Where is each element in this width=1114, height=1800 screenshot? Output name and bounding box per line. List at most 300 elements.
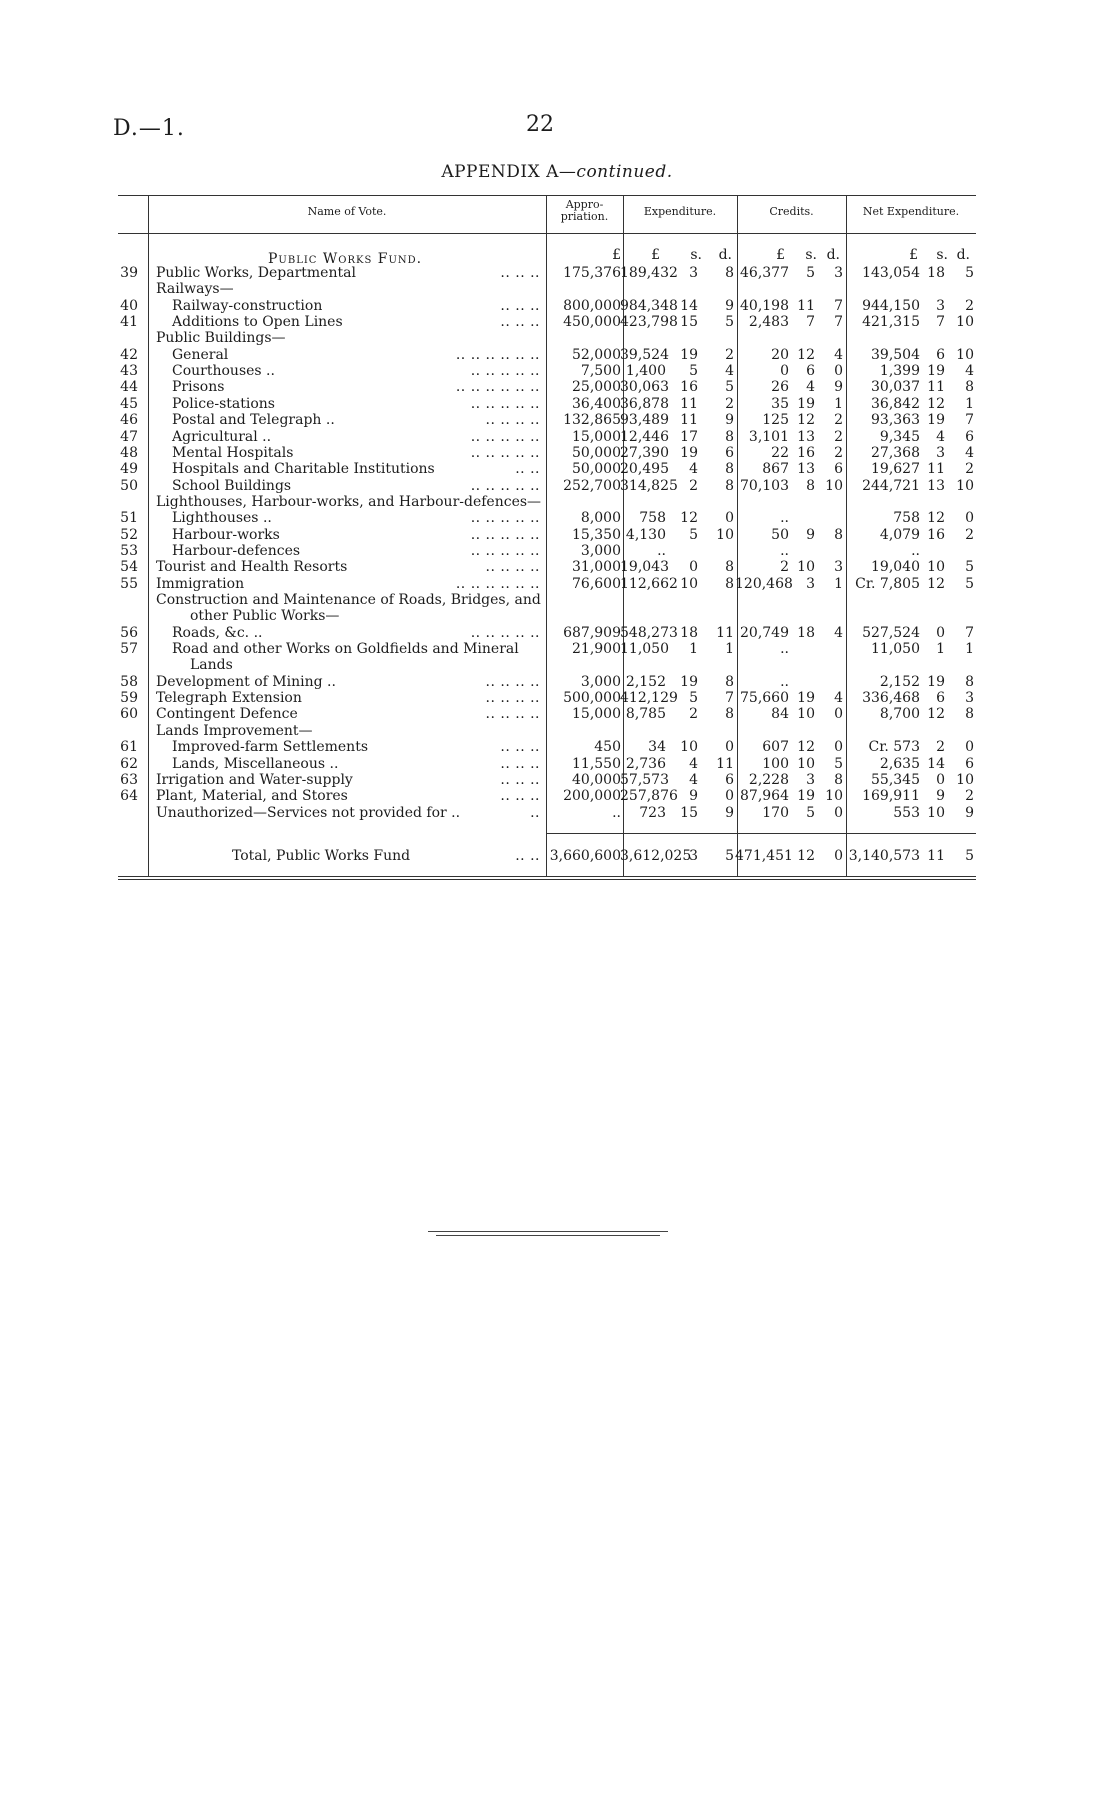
row-number: 48	[120, 445, 138, 461]
dot-leaders: .. .. ..	[500, 739, 540, 755]
appendix-title-continued: continued.	[576, 162, 673, 182]
row-cred-pounds: 3,101	[748, 429, 789, 445]
vote-name: other Public Works—	[190, 608, 340, 624]
row-cred-shillings: 8	[806, 478, 815, 494]
dot-leaders: .. .. .. .. ..	[470, 510, 540, 526]
row-exp-pounds: 36,878	[620, 396, 669, 412]
row-exp-pounds: 19,043	[620, 559, 669, 575]
row-exp-shillings: 5	[689, 527, 698, 543]
row-number: 43	[120, 363, 138, 379]
row-exp-pounds: 93,489	[620, 412, 669, 428]
row-cred-pounds: 70,103	[740, 478, 789, 494]
row-exp-shillings: 4	[689, 461, 698, 477]
row-cred-pence: 0	[834, 739, 843, 755]
row-cred-pence: 8	[834, 527, 843, 543]
row-net-pounds: 2,152	[879, 674, 920, 690]
appropriation-value: 21,900	[572, 641, 621, 657]
row-net-pounds: 4,079	[879, 527, 920, 543]
row-cred-pence: 8	[834, 772, 843, 788]
dot-leaders: ..	[530, 805, 540, 821]
row-exp-pence: 9	[725, 805, 734, 821]
row-net-pence: 2	[965, 461, 974, 477]
row-net-pence: 8	[965, 674, 974, 690]
row-net-pounds: 758	[893, 510, 920, 526]
row-exp-pounds: 8,785	[625, 706, 666, 722]
row-number: 51	[120, 510, 138, 526]
row-exp-pence: 8	[725, 478, 734, 494]
row-cred-shillings: 13	[797, 429, 815, 445]
vote-name: Road and other Works on Goldfields and Mineral	[172, 641, 519, 657]
vote-name: Development of Mining ..	[156, 674, 336, 690]
appropriation-value: 15,000	[572, 706, 621, 722]
row-net-pence: 8	[965, 706, 974, 722]
dot-leaders: .. .. ..	[500, 314, 540, 330]
row-number: 49	[120, 461, 138, 477]
row-net-pence: 2	[965, 298, 974, 314]
row-cred-pence: 6	[834, 461, 843, 477]
row-number: 57	[120, 641, 138, 657]
appropriation-value: 40,000	[572, 772, 621, 788]
appropriation-value: 175,376	[563, 265, 621, 281]
column-header-appropriation-1: Appro-	[565, 198, 604, 211]
vote-name: General	[172, 347, 229, 363]
row-cred-pounds: 35	[771, 396, 789, 412]
column-rule-name	[148, 195, 149, 876]
table-bottom-rule	[118, 876, 976, 877]
vote-name: Harbour-works	[172, 527, 280, 543]
row-exp-pence: 11	[716, 756, 734, 772]
row-cred-pounds: 0	[780, 363, 789, 379]
appropriation-value: 76,600	[572, 576, 621, 592]
row-exp-pounds: 257,876	[620, 788, 678, 804]
dot-leaders: .. .. .. .. ..	[470, 396, 540, 412]
unit-shilling-net: s.	[936, 247, 948, 263]
row-exp-shillings: 11	[680, 396, 698, 412]
dot-leaders: .. ..	[515, 461, 540, 477]
row-cred-pounds: ..	[780, 674, 789, 690]
row-cred-pence: 10	[825, 788, 843, 804]
appropriation-value: 7,500	[580, 363, 621, 379]
total-net-pence: 5	[965, 848, 974, 864]
row-net-pence: 10	[956, 314, 974, 330]
dot-leaders: .. .. .. .. ..	[470, 625, 540, 641]
row-cred-pence: 2	[834, 445, 843, 461]
dot-leaders: .. .. .. .. ..	[470, 445, 540, 461]
row-exp-shillings: 4	[689, 772, 698, 788]
row-net-shillings: 1	[936, 641, 945, 657]
row-number: 59	[120, 690, 138, 706]
row-exp-pounds: ..	[657, 543, 666, 559]
row-net-pence: 6	[965, 756, 974, 772]
row-exp-pounds: 423,798	[620, 314, 678, 330]
row-net-shillings: 0	[936, 625, 945, 641]
row-exp-pence: 11	[716, 625, 734, 641]
row-net-pence: 1	[965, 641, 974, 657]
row-net-pounds: 55,345	[871, 772, 920, 788]
appropriation-value: 132,865	[563, 412, 621, 428]
vote-name: Tourist and Health Resorts	[156, 559, 348, 575]
row-number: 64	[120, 788, 138, 804]
total-exp-shillings: 3	[689, 848, 698, 864]
row-net-pence: 6	[965, 429, 974, 445]
row-net-shillings: 12	[927, 576, 945, 592]
row-exp-pounds: 984,348	[620, 298, 678, 314]
row-net-shillings: 2	[936, 739, 945, 755]
dot-leaders: .. .. .. .. .. ..	[455, 379, 540, 395]
row-net-shillings: 16	[927, 527, 945, 543]
end-rule-2	[436, 1235, 660, 1236]
row-cred-pence: 5	[834, 756, 843, 772]
row-net-pence: 2	[965, 788, 974, 804]
vote-name: School Buildings	[172, 478, 292, 494]
row-cred-shillings: 9	[806, 527, 815, 543]
appropriation-value: 3,000	[580, 674, 621, 690]
row-exp-shillings: 15	[680, 805, 698, 821]
total-exp-pounds: 3,612,025	[620, 848, 692, 864]
row-net-shillings: 7	[936, 314, 945, 330]
row-net-pounds: 11,050	[871, 641, 920, 657]
row-number: 45	[120, 396, 138, 412]
row-number: 50	[120, 478, 138, 494]
unit-pound-net: £	[909, 247, 918, 263]
total-separator-rule	[546, 833, 976, 834]
row-cred-shillings: 10	[797, 756, 815, 772]
total-net-shillings: 11	[927, 848, 945, 864]
appropriation-value: 15,350	[572, 527, 621, 543]
dot-leaders: .. .. ..	[500, 772, 540, 788]
row-cred-pounds: 100	[762, 756, 789, 772]
appendix-title-main: APPENDIX A—	[441, 162, 577, 182]
row-exp-pence: 2	[725, 396, 734, 412]
row-exp-pounds: 2,152	[625, 674, 666, 690]
page-number: 22	[526, 112, 554, 137]
row-exp-shillings: 5	[689, 363, 698, 379]
appropriation-value: 800,000	[563, 298, 621, 314]
row-cred-pounds: 170	[762, 805, 789, 821]
vote-name: Harbour-defences	[172, 543, 301, 559]
row-number: 61	[120, 739, 138, 755]
row-exp-pounds: 2,736	[625, 756, 666, 772]
row-exp-pence: 5	[725, 314, 734, 330]
row-exp-pence: 8	[725, 706, 734, 722]
row-number: 42	[120, 347, 138, 363]
row-net-pence: 3	[965, 690, 974, 706]
row-net-pounds: 244,721	[862, 478, 920, 494]
unit-pence-exp: d.	[718, 247, 732, 263]
row-net-pence: 5	[965, 559, 974, 575]
row-net-pounds: 944,150	[862, 298, 920, 314]
row-exp-pounds: 1,400	[625, 363, 666, 379]
row-number: 44	[120, 379, 138, 395]
appropriation-value: 450	[594, 739, 621, 755]
row-exp-pence: 7	[725, 690, 734, 706]
dot-leaders: .. .. ..	[500, 265, 540, 281]
row-exp-pounds: 314,825	[620, 478, 678, 494]
row-cred-pence: 0	[834, 363, 843, 379]
table-bottom-rule-double	[118, 879, 976, 880]
row-number: 53	[120, 543, 138, 559]
row-net-pounds: 8,700	[879, 706, 920, 722]
row-exp-pounds: 12,446	[620, 429, 669, 445]
total-cred-shillings: 12	[797, 848, 815, 864]
appropriation-value: 450,000	[563, 314, 621, 330]
column-header-name: Name of Vote.	[307, 205, 387, 218]
row-cred-pounds: 867	[762, 461, 789, 477]
row-net-pounds: 93,363	[871, 412, 920, 428]
appendix-title	[0, 162, 1114, 182]
row-cred-shillings: 12	[797, 412, 815, 428]
dot-leaders: .. .. .. ..	[485, 706, 540, 722]
vote-name: Unauthorized—Services not provided for ..	[156, 805, 461, 821]
row-net-shillings: 19	[927, 363, 945, 379]
row-exp-pence: 4	[725, 363, 734, 379]
row-exp-pounds: 34	[648, 739, 666, 755]
vote-name: Plant, Material, and Stores	[156, 788, 348, 804]
row-number: 47	[120, 429, 138, 445]
row-exp-pounds: 4,130	[625, 527, 666, 543]
vote-name: Public Works, Departmental	[156, 265, 356, 281]
row-net-pounds: ..	[911, 543, 920, 559]
row-exp-shillings: 10	[680, 576, 698, 592]
vote-name: Lands Improvement—	[156, 723, 313, 739]
end-rule-1	[428, 1231, 668, 1232]
row-net-pounds: 36,842	[871, 396, 920, 412]
row-cred-shillings: 6	[806, 363, 815, 379]
row-cred-pence: 2	[834, 429, 843, 445]
unit-pound-approp: £	[612, 247, 621, 263]
row-cred-shillings: 18	[797, 625, 815, 641]
row-net-pounds: 9,345	[879, 429, 920, 445]
row-net-shillings: 19	[927, 674, 945, 690]
vote-name: Prisons	[172, 379, 225, 395]
section-title: Public Works Fund.	[268, 251, 423, 267]
row-cred-pounds: 26	[771, 379, 789, 395]
row-exp-shillings: 12	[680, 510, 698, 526]
dot-leaders: .. .. .. .. ..	[470, 429, 540, 445]
total-label: Total, Public Works Fund	[232, 848, 411, 864]
vote-name: Mental Hospitals	[172, 445, 294, 461]
row-cred-shillings: 7	[806, 314, 815, 330]
row-net-pounds: 27,368	[871, 445, 920, 461]
row-cred-shillings: 5	[806, 805, 815, 821]
row-net-pounds: Cr. 7,805	[855, 576, 920, 592]
total-appropriation: 3,660,600	[549, 848, 621, 864]
vote-name: Courthouses ..	[172, 363, 275, 379]
vote-name: Railway-construction	[172, 298, 323, 314]
row-net-pounds: 553	[893, 805, 920, 821]
appropriation-value: 252,700	[563, 478, 621, 494]
row-cred-pence: 7	[834, 298, 843, 314]
row-net-pence: 4	[965, 363, 974, 379]
column-rule-net	[846, 195, 847, 876]
row-net-pence: 8	[965, 379, 974, 395]
row-cred-pounds: 2,228	[748, 772, 789, 788]
row-cred-pence: 1	[834, 396, 843, 412]
row-net-shillings: 10	[927, 559, 945, 575]
dot-leaders: .. .. .. ..	[485, 674, 540, 690]
row-exp-pounds: 723	[639, 805, 666, 821]
dot-leaders: .. .. .. .. ..	[470, 527, 540, 543]
row-net-pence: 7	[965, 412, 974, 428]
row-net-pounds: 39,504	[871, 347, 920, 363]
row-cred-shillings: 10	[797, 559, 815, 575]
row-exp-shillings: 2	[689, 478, 698, 494]
row-exp-pence: 9	[725, 412, 734, 428]
row-exp-pence: 8	[725, 461, 734, 477]
vote-name: Railways—	[156, 281, 234, 297]
row-exp-shillings: 10	[680, 739, 698, 755]
row-number: 62	[120, 756, 138, 772]
row-exp-pence: 0	[725, 739, 734, 755]
row-exp-shillings: 2	[689, 706, 698, 722]
dot-leaders: .. .. .. .. ..	[470, 478, 540, 494]
row-net-pence: 7	[965, 625, 974, 641]
appropriation-value: ..	[612, 805, 621, 821]
vote-name: Postal and Telegraph ..	[172, 412, 335, 428]
row-cred-shillings: 19	[797, 788, 815, 804]
dot-leaders: .. .. ..	[500, 298, 540, 314]
dot-leaders: .. .. .. ..	[485, 412, 540, 428]
row-number: 46	[120, 412, 138, 428]
row-cred-shillings: 5	[806, 265, 815, 281]
row-exp-pence: 8	[725, 429, 734, 445]
row-net-pence: 10	[956, 772, 974, 788]
row-net-pence: 9	[965, 805, 974, 821]
row-net-shillings: 3	[936, 298, 945, 314]
row-exp-pence: 1	[725, 641, 734, 657]
row-cred-shillings: 13	[797, 461, 815, 477]
appropriation-value: 200,000	[563, 788, 621, 804]
row-net-shillings: 14	[927, 756, 945, 772]
row-net-shillings: 6	[936, 690, 945, 706]
row-net-pounds: Cr. 573	[868, 739, 920, 755]
row-cred-shillings: 4	[806, 379, 815, 395]
total-net-pounds: 3,140,573	[848, 848, 920, 864]
unit-pence-net: d.	[956, 247, 970, 263]
row-exp-pounds: 27,390	[620, 445, 669, 461]
row-cred-pounds: 75,660	[740, 690, 789, 706]
vote-name: Lighthouses ..	[172, 510, 272, 526]
row-cred-pence: 4	[834, 347, 843, 363]
row-cred-pounds: 20	[771, 347, 789, 363]
row-number: 54	[120, 559, 138, 575]
appropriation-value: 36,400	[572, 396, 621, 412]
dot-leaders: .. .. .. ..	[485, 690, 540, 706]
row-exp-pounds: 20,495	[620, 461, 669, 477]
row-net-pence: 0	[965, 510, 974, 526]
row-exp-shillings: 19	[680, 445, 698, 461]
row-exp-shillings: 17	[680, 429, 698, 445]
row-net-pounds: 421,315	[862, 314, 920, 330]
unit-shilling-exp: s.	[690, 247, 702, 263]
appropriation-value: 50,000	[572, 445, 621, 461]
row-net-shillings: 11	[927, 461, 945, 477]
row-exp-shillings: 1	[689, 641, 698, 657]
row-cred-shillings: 10	[797, 706, 815, 722]
vote-name: Improved-farm Settlements	[172, 739, 368, 755]
row-cred-pence: 3	[834, 265, 843, 281]
row-cred-pence: 2	[834, 412, 843, 428]
appropriation-value: 500,000	[563, 690, 621, 706]
row-net-shillings: 10	[927, 805, 945, 821]
vote-name: Immigration	[156, 576, 245, 592]
row-net-shillings: 12	[927, 396, 945, 412]
row-cred-pounds: ..	[780, 543, 789, 559]
row-cred-shillings: 12	[797, 739, 815, 755]
row-cred-shillings: 12	[797, 347, 815, 363]
row-net-pounds: 143,054	[862, 265, 920, 281]
row-exp-shillings: 9	[689, 788, 698, 804]
column-header-appropriation-2: priation.	[560, 210, 609, 223]
row-cred-pounds: 125	[762, 412, 789, 428]
row-cred-pence: 0	[834, 706, 843, 722]
row-cred-shillings: 19	[797, 396, 815, 412]
row-net-shillings: 11	[927, 379, 945, 395]
unit-pence-cred: d.	[826, 247, 840, 263]
row-exp-pence: 0	[725, 510, 734, 526]
row-exp-pence: 6	[725, 445, 734, 461]
row-net-shillings: 19	[927, 412, 945, 428]
dot-leaders: .. .. ..	[500, 756, 540, 772]
row-exp-pence: 9	[725, 298, 734, 314]
row-cred-pounds: 84	[771, 706, 789, 722]
vote-name: Lighthouses, Harbour-works, and Harbour-defences—	[156, 494, 542, 510]
row-cred-pence: 9	[834, 379, 843, 395]
row-exp-pounds: 548,273	[620, 625, 678, 641]
row-net-pounds: 30,037	[871, 379, 920, 395]
row-net-pence: 10	[956, 478, 974, 494]
row-number: 52	[120, 527, 138, 543]
row-net-pence: 1	[965, 396, 974, 412]
vote-name: Additions to Open Lines	[172, 314, 343, 330]
appropriation-value: 25,000	[572, 379, 621, 395]
row-net-pence: 5	[965, 576, 974, 592]
row-exp-shillings: 4	[689, 756, 698, 772]
row-cred-pounds: 607	[762, 739, 789, 755]
appropriation-value: 11,550	[572, 756, 621, 772]
dot-leaders: .. .. .. .. ..	[470, 543, 540, 559]
total-exp-pence: 5	[725, 848, 734, 864]
row-cred-pounds: 40,198	[740, 298, 789, 314]
row-exp-pence: 0	[725, 788, 734, 804]
vote-name: Police-stations	[172, 396, 275, 412]
appropriation-value: 8,000	[580, 510, 621, 526]
row-exp-pence: 8	[725, 559, 734, 575]
vote-name: Construction and Maintenance of Roads, Bridges, and	[156, 592, 541, 608]
row-cred-shillings: 16	[797, 445, 815, 461]
document-code: D.—1.	[113, 116, 185, 141]
appropriation-value: 31,000	[572, 559, 621, 575]
row-net-shillings: 3	[936, 445, 945, 461]
row-exp-shillings: 19	[680, 347, 698, 363]
row-net-shillings: 12	[927, 706, 945, 722]
row-net-shillings: 0	[936, 772, 945, 788]
row-cred-pence: 4	[834, 625, 843, 641]
dot-leaders: .. .. .. ..	[485, 559, 540, 575]
row-number: 63	[120, 772, 138, 788]
row-cred-pounds: 120,468	[735, 576, 793, 592]
row-cred-pounds: 20,749	[740, 625, 789, 641]
row-net-pounds: 19,040	[871, 559, 920, 575]
row-number: 55	[120, 576, 138, 592]
row-net-shillings: 13	[927, 478, 945, 494]
row-exp-pounds: 112,662	[620, 576, 678, 592]
row-cred-pounds: ..	[780, 641, 789, 657]
row-net-pounds: 527,524	[862, 625, 920, 641]
row-cred-shillings: 19	[797, 690, 815, 706]
row-cred-pence: 4	[834, 690, 843, 706]
row-exp-pence: 8	[725, 576, 734, 592]
